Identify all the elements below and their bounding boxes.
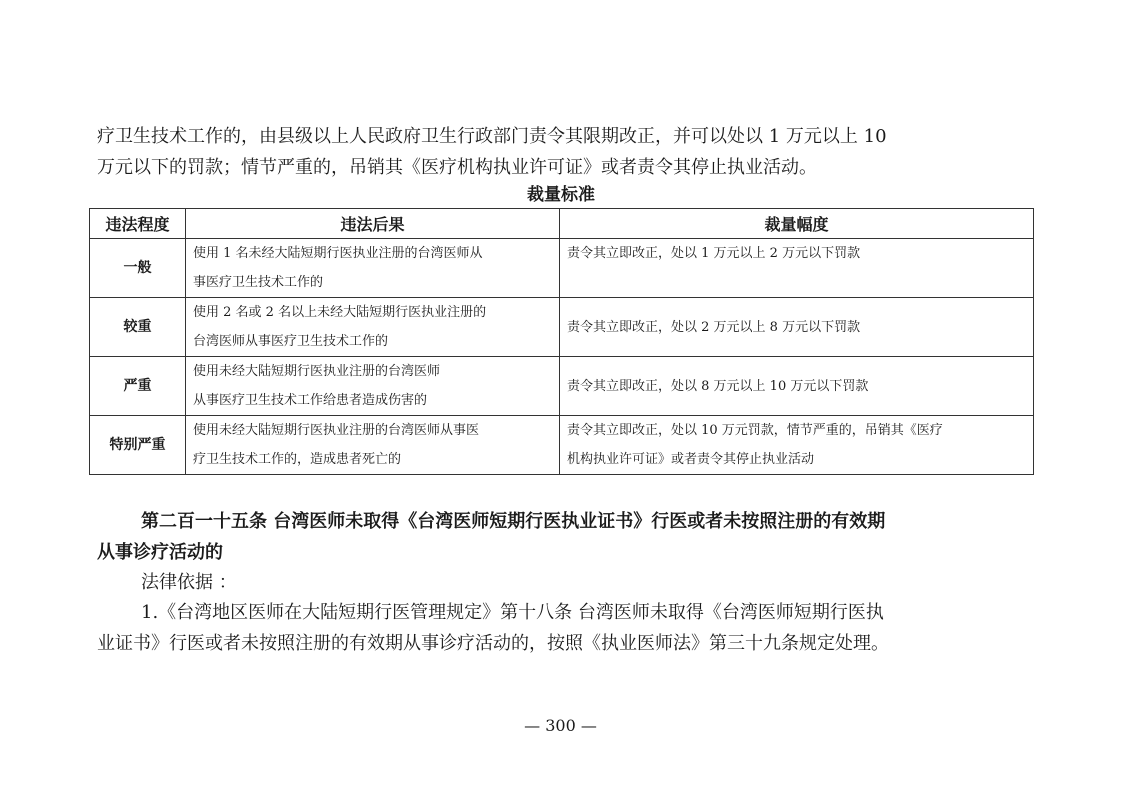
cell-line: 责令其立即改正，处以 1 万元以上 2 万元以下罚款	[567, 246, 861, 261]
header-degree: 违法程度	[90, 209, 186, 239]
legal-basis-label: 法律依据 ：	[141, 572, 237, 593]
table-title: 裁量标准	[527, 185, 595, 205]
cell-degree: 严重	[90, 357, 186, 416]
article-heading-line: 第二百一十五条 台湾医师未取得《台湾医师短期行医执业证书》行医或者未按照注册的有效期	[141, 511, 886, 532]
cell-line: 使用 1 名未经大陆短期行医执业注册的台湾医师从	[193, 246, 483, 261]
header-range: 裁量幅度	[560, 209, 1034, 239]
intro-line: 疗卫生技术工作的，由县级以上人民政府卫生行政部门责令其限期改正，并可以处以 1 万元以上 10	[97, 126, 887, 147]
cell-consequence	[186, 416, 560, 475]
page-number: — 300 —	[524, 716, 597, 735]
cell-line: 疗卫生技术工作的，造成患者死亡的	[193, 452, 402, 467]
cell-degree: 特别严重	[90, 416, 186, 475]
legal-reference-paragraph	[97, 597, 1032, 659]
cell-consequence	[186, 298, 560, 357]
table-row	[90, 239, 1034, 298]
cell-line: 使用未经大陆短期行医执业注册的台湾医师从事医	[193, 423, 480, 438]
cell-line: 从事医疗卫生技术工作给患者造成伤害的	[193, 393, 428, 408]
intro-paragraph	[97, 121, 1027, 183]
table-row	[90, 357, 1034, 416]
intro-line: 万元以下的罚款；情节严重的，吊销其《医疗机构执业许可证》或者责令其停止执业活动。	[97, 157, 817, 178]
cell-line: 事医疗卫生技术工作的	[193, 275, 324, 290]
cell-consequence	[186, 239, 560, 298]
table-row	[90, 416, 1034, 475]
cell-line: 责令其立即改正，处以 2 万元以上 8 万元以下罚款	[567, 319, 861, 335]
cell-range	[560, 239, 1034, 298]
cell-degree: 较重	[90, 298, 186, 357]
cell-line: 使用未经大陆短期行医执业注册的台湾医师	[193, 364, 441, 379]
cell-line: 台湾医师从事医疗卫生技术工作的	[193, 334, 389, 349]
cell-range	[560, 416, 1034, 475]
cell-consequence	[186, 357, 560, 416]
article-heading	[97, 506, 1032, 568]
cell-line: 责令其立即改正，处以 10 万元罚款，情节严重的，吊销其《医疗	[567, 423, 943, 438]
cell-range	[560, 357, 1034, 416]
cell-degree: 一般	[90, 239, 186, 298]
discretion-standard-table	[89, 208, 1034, 475]
reference-line: 1.《台湾地区医师在大陆短期行医管理规定》第十八条 台湾医师未取得《台湾医师短期行医执	[141, 602, 884, 623]
table-row	[90, 298, 1034, 357]
header-consequence: 违法后果	[186, 209, 560, 239]
article-heading-line: 从事诊疗活动的	[97, 542, 223, 563]
table-header-row	[90, 209, 1034, 239]
cell-line: 机构执业许可证》或者责令其停止执业活动	[567, 452, 815, 467]
reference-line: 业证书》行医或者未按照注册的有效期从事诊疗活动的，按照《执业医师法》第三十九条规定处理。	[97, 633, 889, 654]
cell-range	[560, 298, 1034, 357]
cell-line: 责令其立即改正，处以 8 万元以上 10 万元以下罚款	[567, 378, 869, 394]
cell-line: 使用 2 名或 2 名以上未经大陆短期行医执业注册的	[193, 305, 487, 320]
